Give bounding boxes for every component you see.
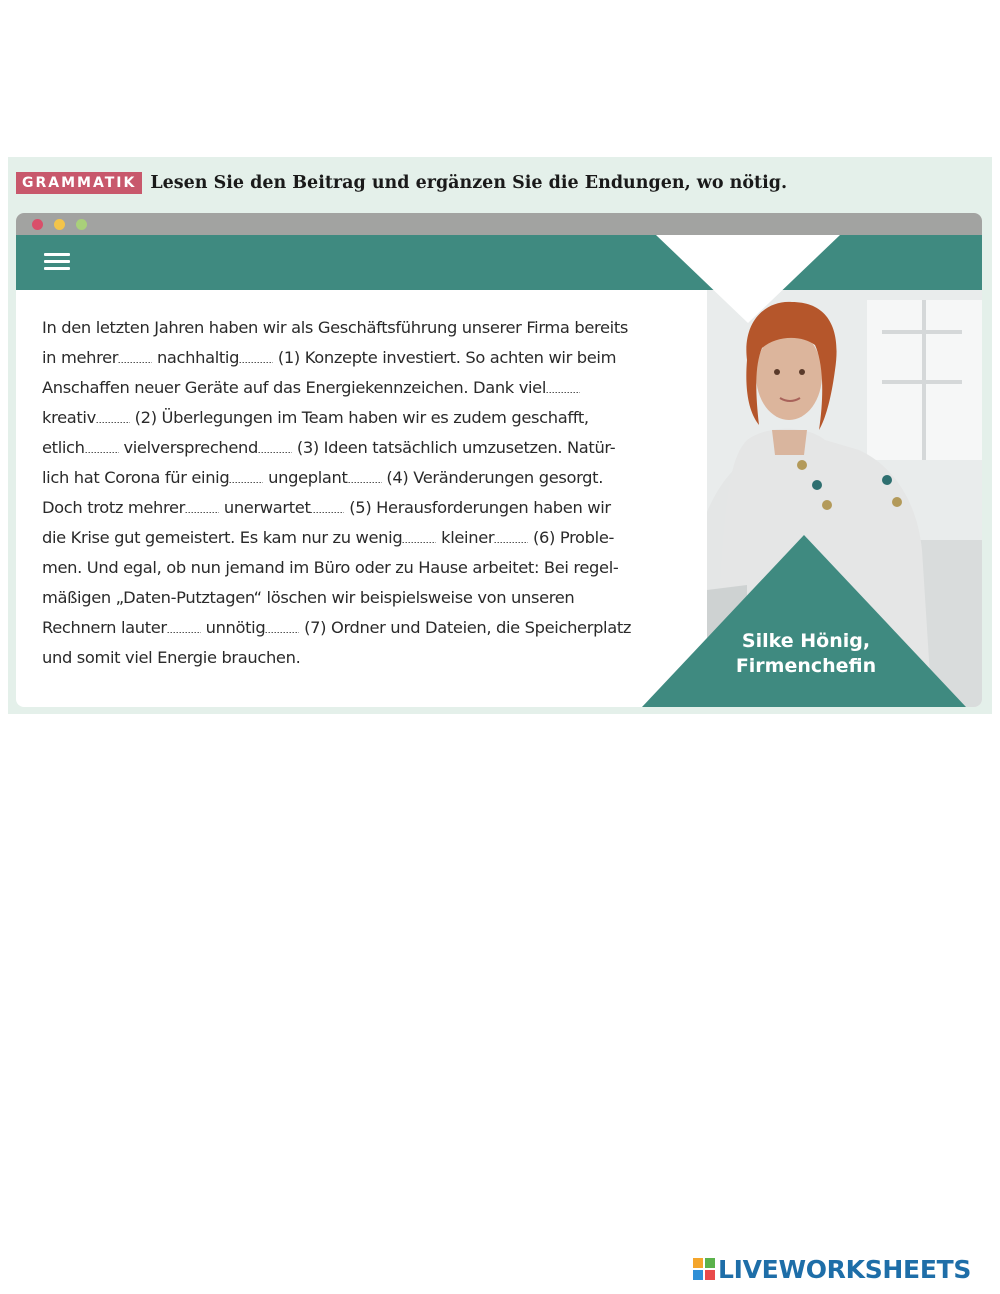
blank-ending-input[interactable]: [265, 620, 299, 633]
browser-window: [16, 213, 982, 707]
article-line: [42, 613, 692, 643]
maximize-dot-icon: [76, 219, 87, 230]
grammatik-badge: GRAMMATIK: [16, 172, 142, 194]
article-line: [42, 463, 692, 493]
blank-ending-input[interactable]: [546, 380, 580, 393]
article-text-segment: ungeplant: [263, 468, 348, 487]
article-text-segment: (7) Ordner und Dateien, die Speicherplatz: [299, 618, 632, 637]
article-text-segment: unerwartet: [219, 498, 311, 517]
article-text-segment: Rechnern lauter: [42, 618, 167, 637]
blank-ending-input[interactable]: [310, 500, 344, 513]
blank-ending-input[interactable]: [402, 530, 436, 543]
blank-ending-input[interactable]: [167, 620, 201, 633]
article-line: [42, 313, 692, 343]
article-text-segment: (4) Veränderungen gesorgt.: [381, 468, 604, 487]
person-caption: [706, 629, 906, 679]
blank-ending-input[interactable]: [118, 350, 152, 363]
browser-titlebar: [16, 213, 982, 235]
blank-ending-input[interactable]: [239, 350, 273, 363]
article-line: [42, 583, 692, 613]
minimize-dot-icon: [54, 219, 65, 230]
blank-ending-input[interactable]: [96, 410, 130, 423]
article-text-segment: die Krise gut gemeistert. Es kam nur zu wenig: [42, 528, 403, 547]
blank-ending-input[interactable]: [258, 440, 292, 453]
article-text-segment: Doch trotz mehrer: [42, 498, 186, 517]
article-text-segment: men. Und egal, ob nun jemand im Büro oder zu Hause arbeitet: Bei regel-: [42, 558, 619, 577]
article-text: [42, 313, 692, 673]
article-text-segment: vielversprechend: [118, 438, 259, 457]
exercise-panel: [8, 157, 992, 714]
article-text-segment: in mehrer: [42, 348, 119, 367]
blank-ending-input[interactable]: [85, 440, 119, 453]
blank-ending-input[interactable]: [348, 470, 382, 483]
article-line: [42, 433, 692, 463]
article-text-segment: (6) Proble-: [528, 528, 615, 547]
liveworksheets-logo: [693, 1254, 971, 1284]
liveworksheets-logo-icon: [693, 1258, 715, 1280]
exercise-instruction: Lesen Sie den Beitrag und ergänzen Sie die Endungen, wo nötig.: [150, 173, 788, 193]
article-line: [42, 403, 692, 433]
liveworksheets-logo-text: LIVEWORKSHEETS: [718, 1254, 972, 1284]
hamburger-menu-icon[interactable]: [44, 253, 70, 271]
article-text-segment: mäßigen „Daten-Putztagen“ löschen wir beispielsweise von unseren: [42, 588, 575, 607]
navbar-notch: [656, 235, 840, 323]
article-line: [42, 343, 692, 373]
blank-ending-input[interactable]: [494, 530, 528, 543]
article-text-segment: (3) Ideen tatsächlich umzusetzen. Natür-: [292, 438, 616, 457]
article-text-segment: und somit viel Energie brauchen.: [42, 648, 301, 667]
article-text-segment: nachhaltig: [152, 348, 240, 367]
blank-ending-input[interactable]: [185, 500, 219, 513]
exercise-header: [16, 170, 787, 196]
article-text-segment: (5) Herausforderungen haben wir: [344, 498, 611, 517]
article-text-segment: In den letzten Jahren haben wir als Geschäftsführung unserer Firma bereits: [42, 318, 629, 337]
article-text-segment: (1) Konzepte investiert. So achten wir beim: [273, 348, 617, 367]
close-dot-icon: [32, 219, 43, 230]
article-line: [42, 553, 692, 583]
article-text-segment: kreativ: [42, 408, 96, 427]
person-role: Firmenchefin: [735, 655, 877, 677]
article-text-segment: (2) Überlegungen im Team haben wir es zudem geschafft,: [129, 408, 589, 427]
article-text-segment: Anschaffen neuer Geräte auf das Energiekennzeichen. Dank viel: [42, 378, 546, 397]
article-text-segment: lich hat Corona für einig: [42, 468, 230, 487]
article-line: [42, 493, 692, 523]
person-name: Silke Hönig,: [741, 630, 871, 652]
article-text-segment: etlich: [42, 438, 85, 457]
article-text-segment: unnötig: [200, 618, 266, 637]
blank-ending-input[interactable]: [229, 470, 263, 483]
article-line: [42, 643, 692, 673]
article-text-segment: kleiner: [436, 528, 495, 547]
article-line: [42, 523, 692, 553]
article-line: [42, 373, 692, 403]
